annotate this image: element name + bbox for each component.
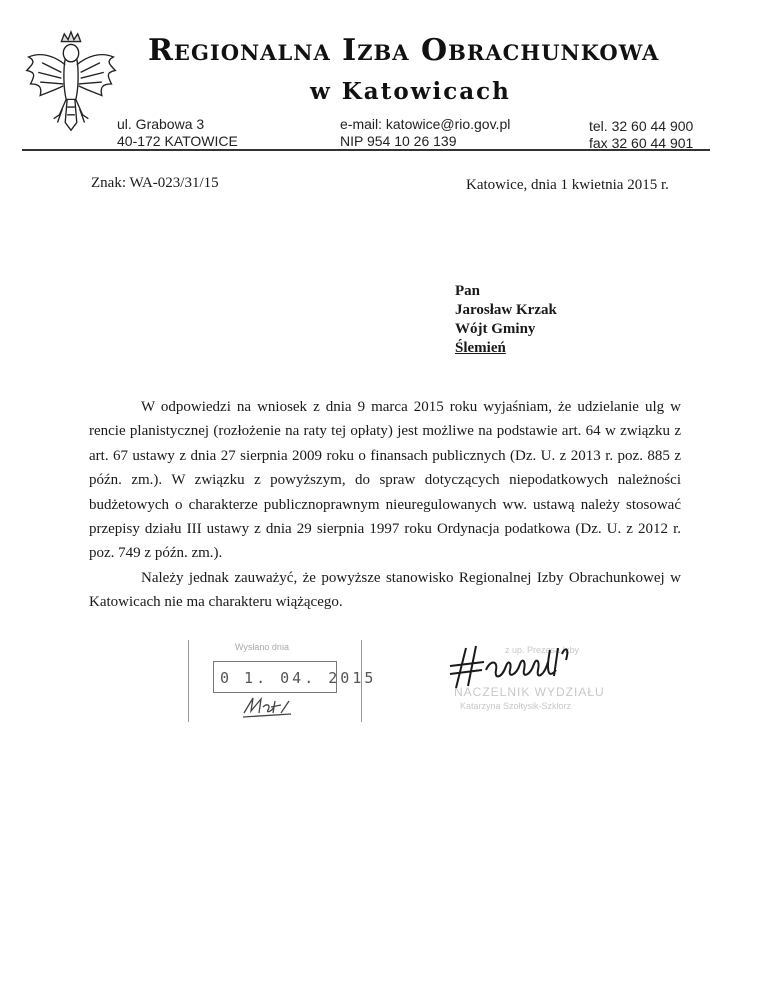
- phone-fax-block: [589, 118, 693, 152]
- signature-stamp-title: NACZELNIK WYDZIAŁU: [454, 685, 605, 699]
- email-nip-block: [340, 116, 510, 150]
- letter-body: [89, 395, 681, 615]
- email-text: e-mail: katowice@rio.gov.pl: [340, 116, 511, 132]
- dispatch-date-box: [213, 661, 377, 693]
- phone-text: tel. 32 60 44 900: [589, 118, 694, 134]
- handwritten-signature-icon: [446, 640, 636, 696]
- dispatch-stamp-header: Wysłano dnia: [235, 642, 289, 652]
- address-street: ul. Grabowa 3: [117, 116, 205, 132]
- organization-city: w Katowicach: [310, 78, 511, 105]
- addressee-title: Wójt Gminy: [455, 321, 536, 337]
- coat-of-arms-eagle-icon: [22, 30, 120, 136]
- letter-date: Katowice, dnia 1 kwietnia 2015 r.: [466, 177, 669, 193]
- reference-number: Znak: WA-023/31/15: [91, 175, 219, 191]
- dispatch-stamp: [188, 640, 377, 722]
- dispatch-date: 0 1. 04. 2015: [220, 669, 377, 687]
- addressee-name: Jarosław Krzak: [455, 302, 557, 318]
- addressee-block: [455, 282, 557, 358]
- header-divider: [22, 149, 710, 151]
- postal-address: [117, 116, 238, 150]
- body-paragraph-1: W odpowiedzi na wniosek z dnia 9 marca 2015 roku wyjaśniam, że udzielanie ulg w rencie planistycznej (rozłożenie na raty tej opłaty) jest możliwe na podstawie art. 64 w związku z art. 67 ustawy z dnia 27 sierpnia 2009 roku o finansach publicznych (Dz. U. z 2013 r. poz. 885 z późn. zm.). W związku z powyższym, do spraw dotyczących niepodatkowych należności budżetowych o charakterze publicznoprawnym nieuregulowanych ww. ustawą należy stosować przepisy działu III ustawy z dnia 29 sierpnia 1997 roku Ordynacja podatkowa (Dz. U. z 2012 r. poz. 749 z późn. zm.).: [89, 399, 681, 562]
- signature-stamp-name: Katarzyna Szołtysik-Szklorz: [460, 701, 572, 711]
- signature-stamp-authority: z up. Prezesa Izby: [505, 645, 580, 655]
- addressee-salutation: Pan: [455, 283, 481, 299]
- handwritten-initials-icon: [241, 693, 295, 719]
- organization-name: Regionalna Izba Obrachunkowa: [148, 33, 660, 68]
- body-paragraph-2: Należy jednak zauważyć, że powyższe stanowisko Regionalnej Izby Obrachunkowej w Katowicach nie ma charakteru wiążącego.: [89, 569, 681, 611]
- nip-text: NIP 954 10 26 139: [340, 133, 457, 149]
- fax-text: fax 32 60 44 901: [589, 135, 694, 151]
- addressee-place: Ślemień: [455, 340, 506, 356]
- address-postcode: 40-172 KATOWICE: [117, 133, 238, 149]
